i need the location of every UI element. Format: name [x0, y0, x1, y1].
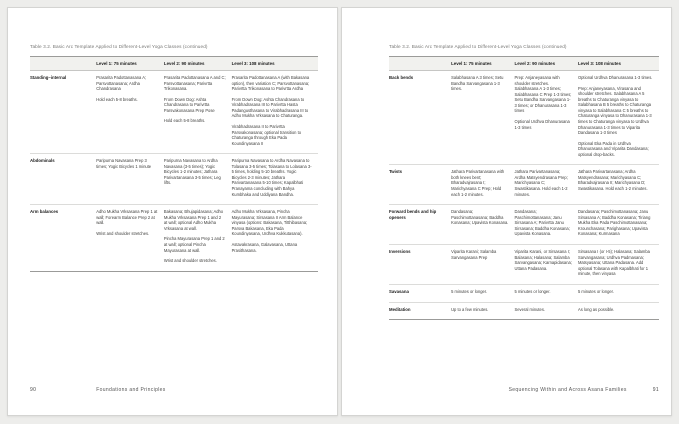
left-page — [7, 7, 338, 416]
cell-paragraph: Viparita Karani; Salamba Sarvangasana Prep — [451, 248, 497, 260]
row-label: Back bends — [389, 75, 414, 80]
table-cell-level1 — [451, 307, 514, 313]
cell-paragraph: Dandasana; Paschimottanasana; Baddha Konasana; Upavista Konasana. — [451, 209, 509, 226]
cell-paragraph: Prep: Anjaneyasana with shoulder stretches. Salabhasana A 1-3 times; Salabhasana C Prep 1-3 times; Setu Bandha Sarvangasana 1-3 times; or Dhanurasana 1-3 times — [514, 75, 572, 114]
table-cell-level2 — [164, 209, 232, 264]
table-cell-level3 — [578, 289, 659, 295]
cell-paragraph: Viparita Karani, or Sirsasana I; Balasana; Halasana; Salamba Sarvangasana; Karnapidasana; Uttana Padasana. — [514, 248, 572, 271]
cell-paragraph: Bakasana; Bhujapidasana; Adho Mukha Vrksasana Prep 1 and 2 at wall; optional Adho Mukha Vrksasana at wall. — [163, 209, 224, 231]
table-caption: Table 3.2. Basic Arc Template Applied to Different-Level Yoga Classes (continued) — [389, 44, 567, 49]
table-cell-level1 — [96, 75, 164, 146]
table-caption: Table 3.2. Basic Arc Template Applied to Different-Level Yoga Classes (continued) — [30, 44, 208, 49]
table-cell-level3 — [232, 75, 318, 146]
table-cell-level1 — [451, 75, 514, 157]
table-cell-level2 — [515, 249, 578, 277]
cell-paragraph: Paripurna Navasana to Ardha Navasana to Tolasana 3-5 times; Tolasana to Lolasana 3-5 times, holding 5-10 breaths. Yogic Bicycles 2-3 minutes; Jathara Parivartanasana 5-10 times; Kapalbhati Pranayama concluding with Bahya Kumbhaka and Uddiyana Bandha. — [231, 158, 312, 197]
right-page — [341, 7, 672, 416]
row-label: Standing–internal — [30, 75, 67, 80]
table-row — [389, 302, 659, 320]
cell-paragraph: 5 minutes or longer. — [451, 288, 488, 294]
table-cell-level3 — [578, 307, 659, 313]
table-cell-level1 — [451, 209, 514, 237]
header-spacer — [30, 61, 96, 66]
column-header-level1: Level 1: 75 minutes — [451, 61, 492, 66]
cell-paragraph: As long as possible. — [577, 306, 615, 312]
table-row — [389, 244, 659, 284]
cell-paragraph: Several minutes. — [514, 306, 546, 312]
table-cell-level2 — [515, 289, 578, 295]
column-header-level3: Level 3: 108 minutes — [577, 61, 621, 66]
cell-paragraph: Adho Mukha Vrksasana, Pincha Mayurasana; Sirsasana II Arm Balance vinyasa (options: Bakasana, Titthibasana; Parsva Bakasana, Eka Pada Koundinyasana, Urdhva Kukkutasana). — [231, 209, 308, 237]
table-cell-level2 — [515, 169, 578, 197]
cell-paragraph: Jathara Parivartanasana with both knees bent; Bharadvajrasana I; Marichyasana C Prep; Hold each 1-2 minutes. — [451, 169, 505, 197]
table-cell-level3 — [578, 169, 659, 197]
table-cell-level1 — [451, 249, 514, 277]
cell-paragraph: Jathara Parivartanasana; Ardha Matsyendrasana; Marichyasana C; Bharadvajrasana II; Marichyasana D; Swastikasana. Hold each 1-2 minutes. — [577, 169, 648, 191]
table-row — [389, 164, 659, 204]
left-page-footer — [30, 387, 318, 393]
table-cell-level2 — [515, 75, 578, 157]
table-row — [389, 204, 659, 244]
column-header-level2: Level 2: 90 minutes — [163, 61, 205, 66]
left-page-content — [30, 44, 318, 272]
cell-paragraph: Prep: Anjaneyasana, Virasana and shoulder stretches. Salabhasana A 5 breaths to Chaturanga vinyasa to Salabhasana B 5 breaths to Chaturanga vinyasa to Salabhasana C 5 breaths to Chaturanga vinyasa to Dhanurasana 1-3 times to Chaturanga vinyasa to Urdhva Dhanurasana 1-3 times to Viparita Dandasana 1-3 times — [577, 85, 652, 136]
table-cell-level1 — [96, 158, 164, 197]
table-cell-level3 — [578, 209, 659, 237]
row-label: Forward bends and hip openers — [389, 209, 437, 220]
column-header-level1: Level 1: 75 minutes — [96, 61, 137, 66]
row-label: Twists — [389, 169, 403, 175]
row-label: Arm balances — [30, 209, 59, 215]
row-label: Savasana — [389, 288, 409, 294]
table-header-row — [389, 57, 659, 71]
table-row — [389, 71, 659, 164]
table-cell-level3 — [578, 249, 659, 277]
right-page-content — [389, 44, 659, 320]
table-header-row — [30, 57, 318, 71]
cell-paragraph: 5 minutes or longer. — [577, 288, 614, 294]
cell-paragraph: Up to a few minutes. — [451, 306, 489, 312]
page-number: 91 — [652, 387, 659, 393]
right-page-footer — [389, 387, 659, 393]
table-row — [30, 204, 318, 271]
cell-paragraph: Virabhadrasana II to Parivrtta Parsvakonasana; optional transition to Chaturanga through Eka Pada Koundinyasana II — [231, 123, 301, 146]
cell-paragraph: Paripurna Navasana Prep 3 times; Yogic Bicycles 1 minute — [96, 158, 152, 169]
cell-paragraph: Hold each 5-8 breaths. — [96, 96, 138, 102]
table-cell-level2 — [515, 209, 578, 237]
cell-paragraph: From Down Dog: Ashta Chandrasana to Parivrtta Parsvakonasana Prep Pose — [163, 96, 215, 113]
cell-paragraph: Hold each 5-8 breaths. — [163, 118, 206, 124]
cell-paragraph: Wrist and shoulder stretches. — [163, 258, 217, 264]
yoga-table — [389, 56, 659, 320]
cell-paragraph: Sirsasana I (or I-5); Halasana; Salamba Sarvangasana; Urdhva Padmasana; Matsyasana; Uttana Padasana. Add optional Tolasana with Kapalbhati for 1 minute, then vinyasa — [577, 248, 650, 277]
table-row — [30, 71, 318, 153]
table-cell-level1 — [451, 289, 514, 295]
table-cell-level2 — [515, 307, 578, 313]
cell-paragraph: Pincha Mayurasana Prep 1 and 2 at wall; optional Pincha Mayurasana at wall. — [163, 236, 225, 253]
cell-paragraph: Prasarita Padottanasana A (with Bakasana option), then variation C; Parsvottanasana; Parivrtta Trikonasana to Parivrtta Ardha — [231, 75, 310, 92]
cell-paragraph: 5 minutes or longer. — [514, 288, 551, 294]
yoga-table — [30, 56, 318, 272]
table-cell-level3 — [578, 75, 659, 157]
cell-paragraph: Paripurna Navasana to Ardha Navasana (3-5 times); Yogic Bicycles 1-2 minutes; Jathara Parivartanasana 3-5 times; Leg lifts. — [163, 158, 221, 186]
cell-paragraph: Salabhasana A 3 times; Setu Bandha Sarvangasana 1-3 times. — [451, 75, 504, 92]
table-row — [30, 153, 318, 204]
table-cell-level2 — [164, 158, 232, 197]
table-cell-level3 — [232, 209, 318, 264]
cell-paragraph: Optional Urdhva Dhanurasana 1-3 times. — [577, 75, 653, 80]
table-cell-level2 — [164, 75, 232, 146]
column-header-level3: Level 3: 108 minutes — [231, 61, 275, 66]
header-spacer — [389, 61, 451, 66]
cell-paragraph: Prasarita Padottanasana A and C; Parsvottanasana; Parivrtta Trikonasana. — [163, 75, 226, 92]
cell-paragraph: Optional Urdhva Dhanurasana 1-3 times — [514, 118, 570, 130]
table-row — [389, 284, 659, 302]
cell-paragraph: Prasarita Padottanasana A; Parsvottanasana; Ardha Chandrasana — [96, 75, 147, 92]
cell-paragraph: Jathara Parivartanasana; Ardha Matsyendrasana Prep; Marichyasana C; Swastikasana. Hold each 1-2 minutes. — [514, 169, 568, 197]
row-label: Inversions — [389, 248, 411, 254]
table-cell-level1 — [451, 169, 514, 197]
table-cell-level3 — [232, 158, 318, 197]
row-label: Abdominals — [30, 158, 55, 164]
cell-paragraph: Astavakrasana, Galavasana, Uttana Prasithasana. — [231, 241, 298, 253]
cell-paragraph: Dandasana; Paschimottanasana; Janu Sirsasana A; Baddha Konasana; Tiriang Mukha Eka Pada Paschimottanasana; Krounchasana; Parighasana; Upavista Konasana; Kurmasana — [577, 209, 651, 237]
running-footer: Sequencing Within and Across Asana Families — [508, 387, 627, 393]
table-body — [30, 71, 318, 271]
table-body — [389, 71, 659, 319]
column-header-level2: Level 2: 90 minutes — [514, 61, 556, 66]
row-label: Meditation — [389, 306, 411, 312]
page-number: 90 — [30, 387, 37, 393]
cell-paragraph: Adho Mukha Vrksasana Prep 1 at wall; Forearm Balance Prep 2 at wall. — [96, 209, 158, 226]
running-footer: Foundations and Principles — [96, 387, 166, 393]
cell-paragraph: Dandasana; Paschimottanasana; Janu Sirsasana A; Parivrtta Janu Sirsasana; Baddha Konasana; Upavista Konasana. — [514, 209, 570, 237]
cell-paragraph: Wrist and shoulder stretches. — [96, 230, 150, 236]
cell-paragraph: From Down Dog: Ashta Chandrasana to Virabhadrasana III to Parivrtta Hasta Padangusthasana to Virabhadrasana III to Adho Mukha Vrksasana to Chaturanga. — [231, 96, 309, 119]
table-cell-level1 — [96, 209, 164, 264]
cell-paragraph: Optional Eka Pada in Urdhva Dhanurasana and Viparita Dandasana; optional drop-backs. — [577, 140, 649, 157]
